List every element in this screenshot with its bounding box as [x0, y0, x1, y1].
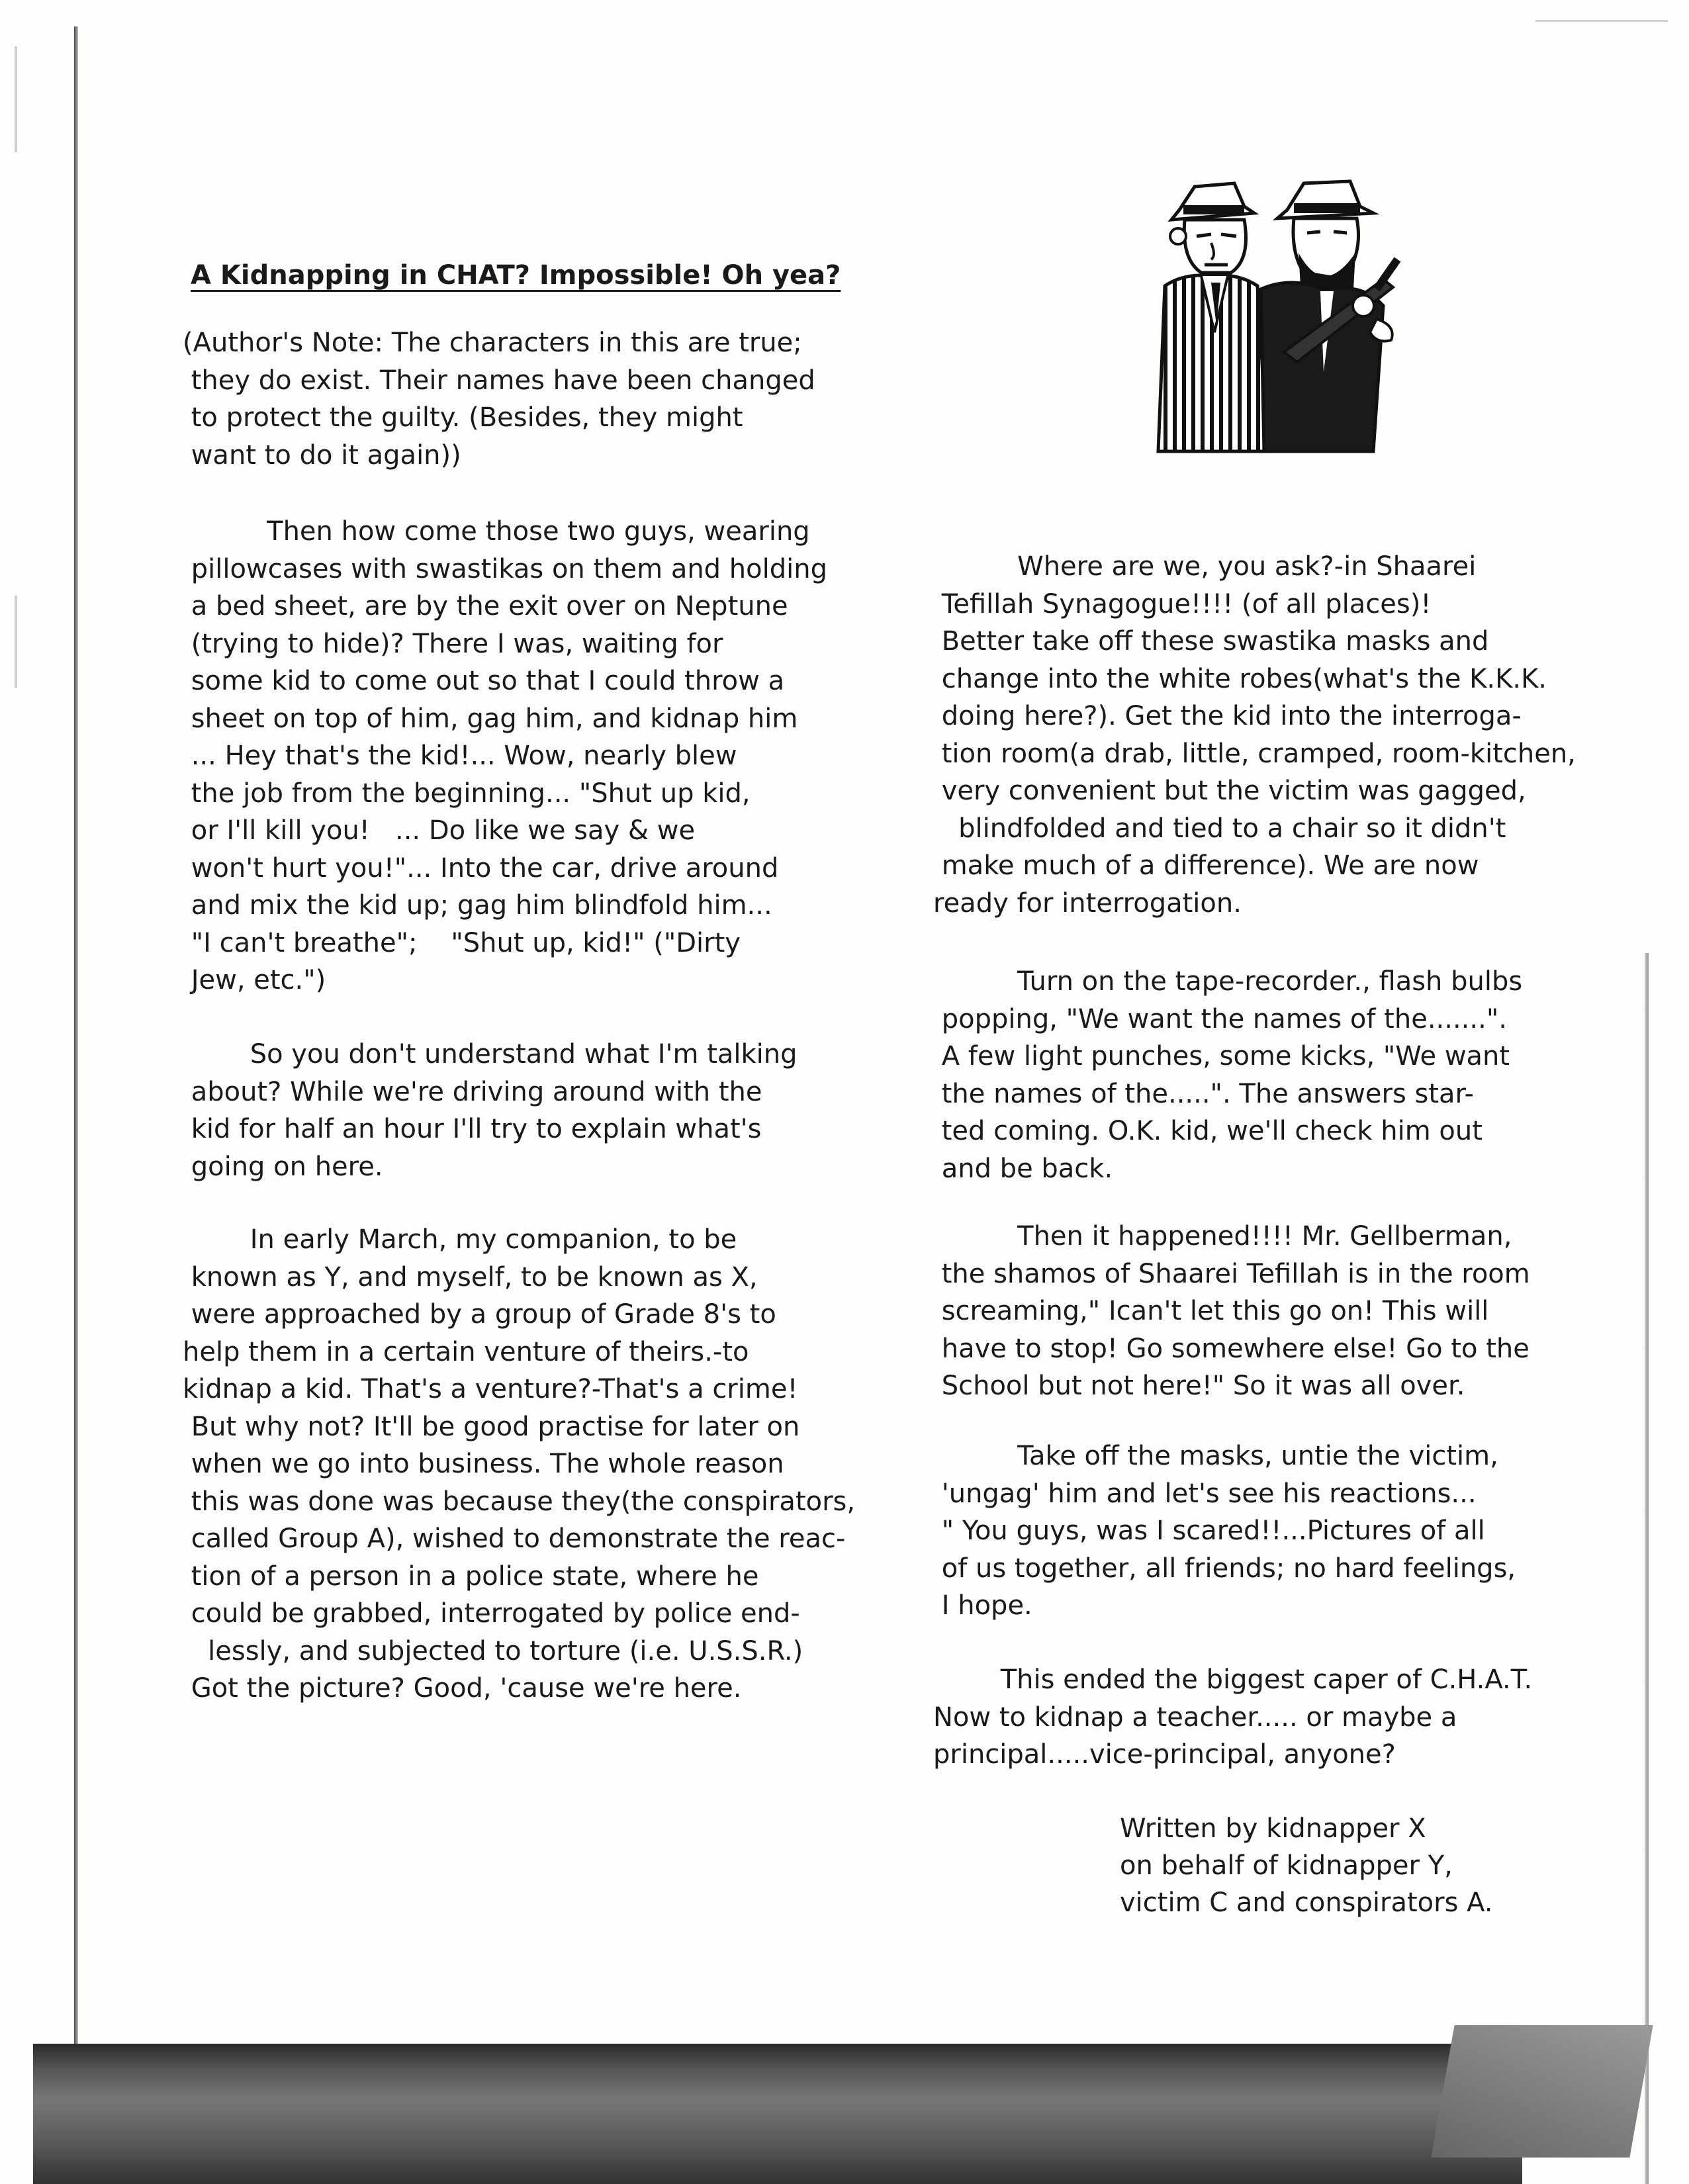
edge-mark	[15, 46, 17, 152]
paragraph-then-it-happened: Then it happened!!!! Mr. Gellberman, the shamos of Shaarei Tefillah is in the room screaming," Ican't let this go on! This will have to stop! Go somewhere else! Go to the School but not here!" So it was all over.	[941, 1221, 1530, 1401]
author-signature: Written by kidnapper X on behalf of kidnapper Y, victim C and conspirators A.	[1120, 1813, 1493, 1918]
page-fold	[1431, 2025, 1653, 2158]
paragraph-so-you-dont-understand: So you don't understand what I'm talking about? While we're driving around with the kid for half an hour I'll try to explain what's going on here.	[191, 1039, 798, 1182]
paragraph-then-how-come: Then how come those two guys, wearing pillowcases with swastikas on them and holding a bed sheet, are by the exit over on Neptune (trying to hide)? There I was, waiting for some kid to come out so that I could throw a sheet on top of him, gag him, and kidnap him ... Hey that's the kid!... Wow, nearly blew the job from the beginning... "Shut up kid, or I'll kill you! ... Do like we say & we won't hurt you!"... Into the car, drive around and mix the kid up; gag him blindfold him... "I can't breathe"; "Shut up, kid!" ("Dirty Jew, etc.")	[191, 516, 827, 995]
edge-mark	[15, 596, 17, 688]
gangsters-illustration	[1145, 173, 1416, 465]
authors-note: (Author's Note: The characters in this are true; they do exist. Their names have been changed to protect the guilty. (Besides, they might want to do it again))	[183, 328, 815, 471]
scan-shadow-band	[33, 2044, 1522, 2184]
paragraph-take-off-the-masks: Take off the masks, untie the victim, 'ungag' him and let's see his reactions... " You guys, was I scared!!...Pictures of all of us together, all friends; no hard feelings, I hope.	[941, 1441, 1516, 1621]
article-title: A Kidnapping in CHAT? Impossible! Oh yea?	[191, 260, 841, 291]
paragraph-where-are-we: Where are we, you ask?-in Shaarei Tefillah Synagogue!!!! (of all places)! Better take off these swastika masks and change into the white robes(what's the K.K.K. doing here?). Get the kid into the interroga- tion room(a drab, little, cramped, room-kitchen, very convenient but the victim was gagged, blindfolded and tied to a chair so it didn't make much of a difference). We are now ready for interrogation.	[933, 551, 1576, 919]
paragraph-this-ended: This ended the biggest caper of C.H.A.T. Now to kidnap a teacher..... or maybe a principal.....vice-principal, anyone?	[933, 1664, 1533, 1770]
paragraph-turn-on-tape-recorder: Turn on the tape-recorder., flash bulbs popping, "We want the names of the.......". A few light punches, some kicks, "We want the names of the.....". The answers star- ted coming. O.K. kid, we'll check him out and be back.	[941, 966, 1523, 1184]
edge-mark	[1535, 20, 1668, 22]
binding-line	[74, 26, 78, 2091]
paragraph-in-early-march: In early March, my companion, to be known as Y, and myself, to be known as X, were approached by a group of Grade 8's to help them in a certain venture of theirs.-to kidnap a kid. That's a venture?-That's a crime! But why not? It'll be good practise for later on when we go into business. The whole reason this was done was because they(the conspirators, called Group A), wished to demonstrate the reac- tion of a person in a police state, where he could be grabbed, interrogated by police end- lessly, and subjected to torture (i.e. U.S.S.R.) Got the picture? Good, 'cause we're here.	[183, 1224, 856, 1704]
page-edge	[1645, 953, 1649, 2184]
